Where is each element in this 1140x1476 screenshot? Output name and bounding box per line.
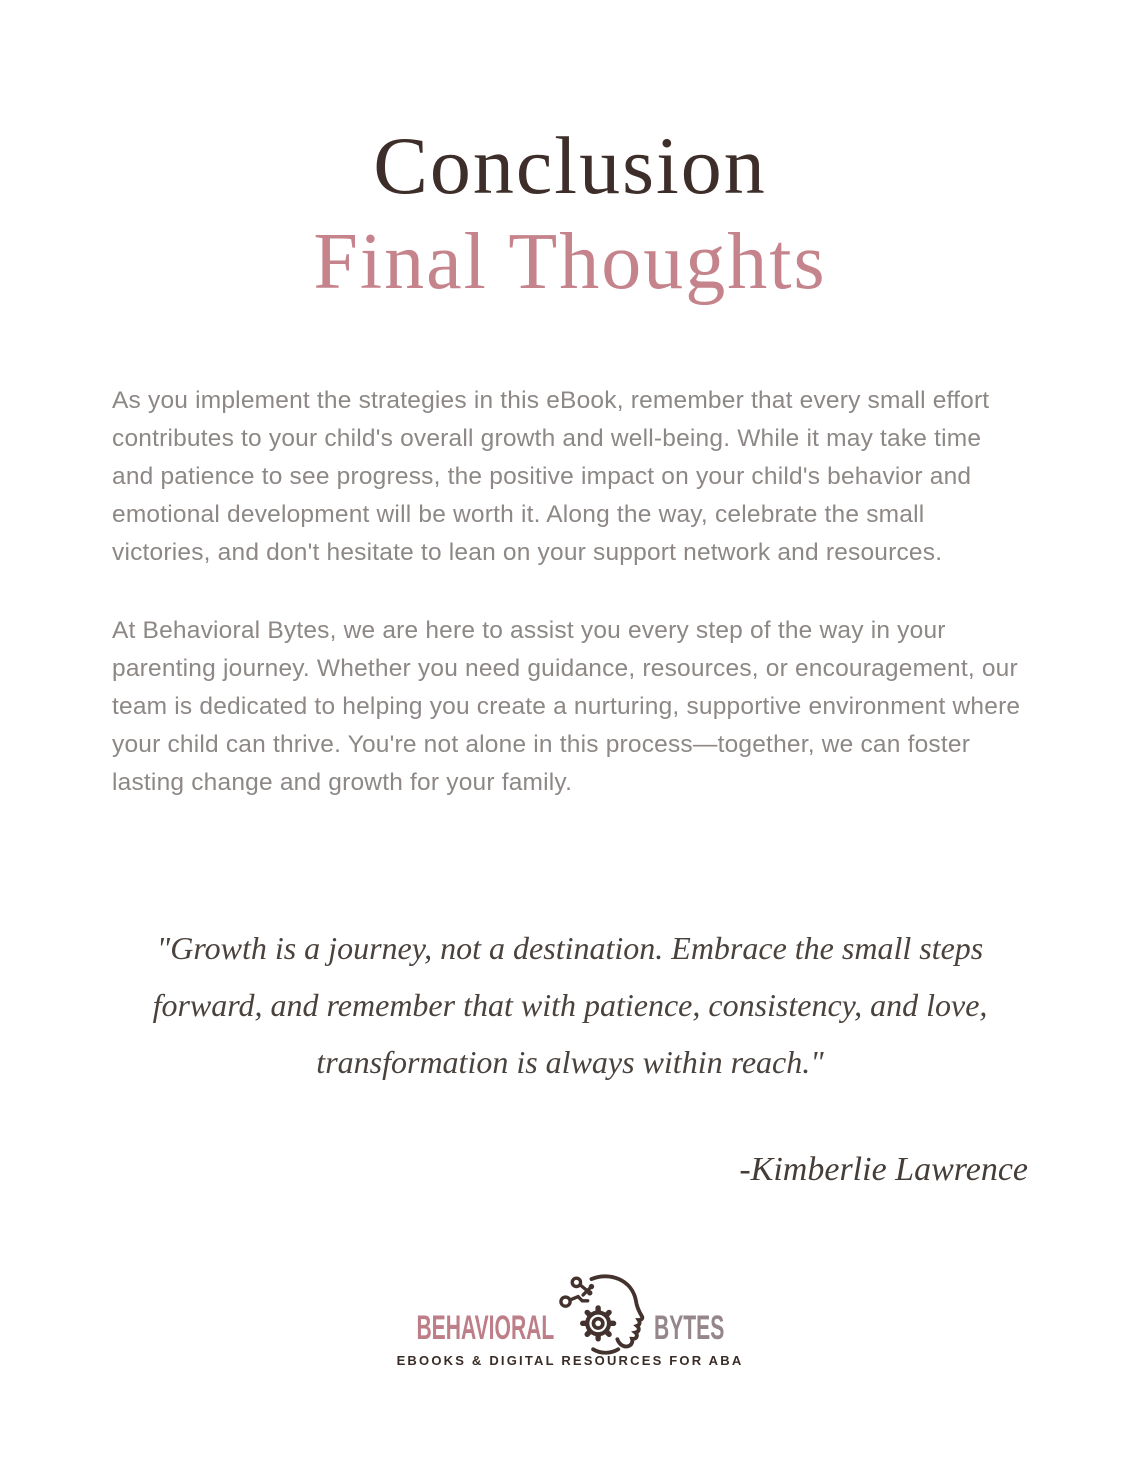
brand-name-behavioral: BEHAVIORAL bbox=[416, 1308, 555, 1347]
page-title: Conclusion bbox=[373, 120, 767, 211]
quote-line: forward, and remember that with patience, consistency, and love, bbox=[152, 986, 988, 1023]
quote-line: transformation is always within reach." bbox=[316, 1043, 824, 1080]
brand-tagline: EBOOKS & DIGITAL RESOURCES FOR ABA bbox=[396, 1352, 744, 1368]
paragraph-strategies: As you implement the strategies in this eBook, remember that every small effort contributes to your child's overall growth and well-being. While it may take time and patience to see progress, the positive impact on your child's behavior and emotional development will be worth it. Along the way, celebrate the small victories, and don't hesitate to lean on your support network and resources. bbox=[112, 386, 990, 566]
page-subtitle: Final Thoughts bbox=[313, 217, 827, 306]
quote-attribution: -Kimberlie Lawrence bbox=[739, 1150, 1028, 1188]
brand-row bbox=[412, 1273, 728, 1357]
body-copy bbox=[112, 382, 1028, 802]
brand-name-bytes: BYTES bbox=[654, 1308, 725, 1347]
head-gear-circuit-icon bbox=[558, 1273, 650, 1357]
quote-line: "Growth is a journey, not a destination. Embrace the small steps bbox=[156, 929, 984, 966]
inspirational-quote bbox=[112, 920, 1028, 1091]
paragraph-behavioral-bytes: At Behavioral Bytes, we are here to assist you every step of the way in your parenting journey. Whether you need guidance, resources, or encouragement, our team is dedicated to helping you create a nurturing, supportive environment where your child can thrive. You're not alone in this process—together, we can foster lasting change and growth for your family. bbox=[112, 616, 1021, 796]
page-header bbox=[112, 0, 1028, 310]
behavioral-bytes-logo bbox=[112, 1273, 1028, 1368]
